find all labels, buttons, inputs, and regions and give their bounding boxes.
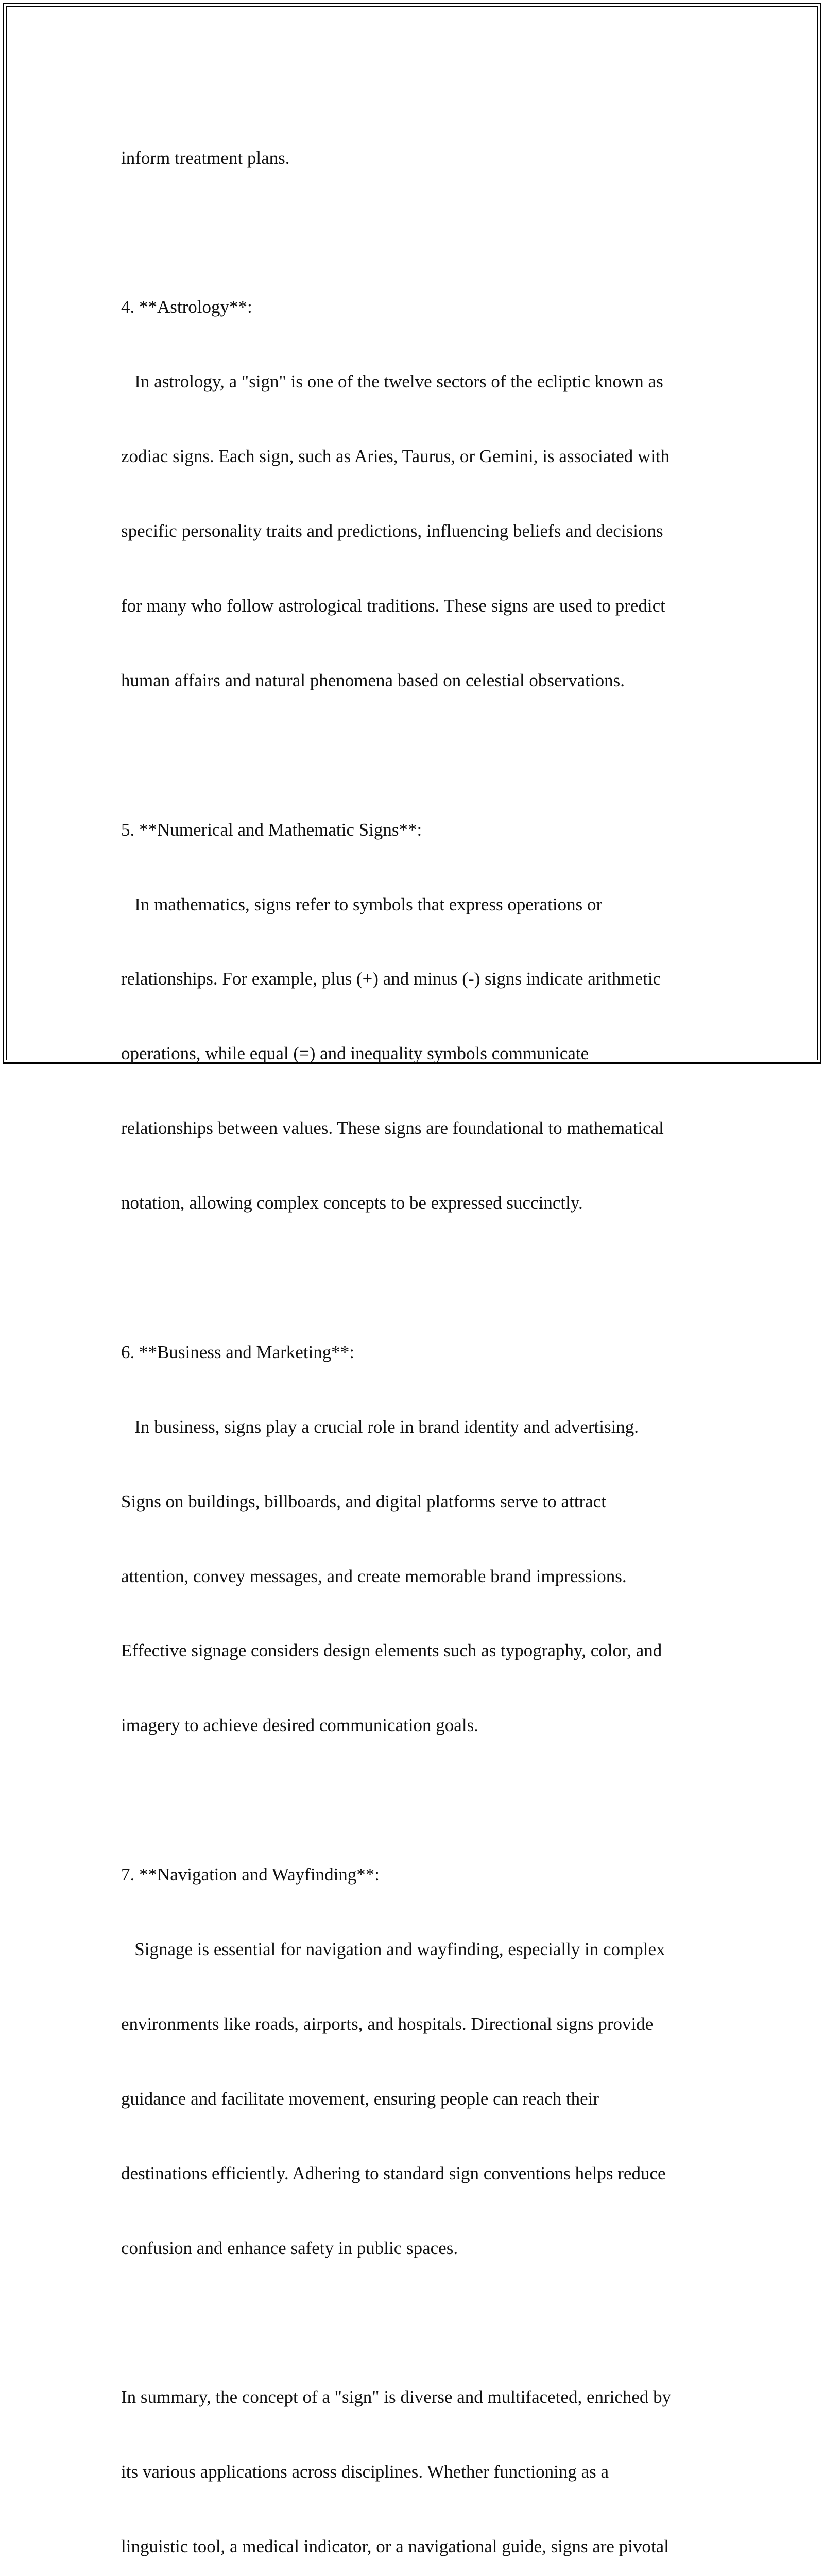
text-line: inform treatment plans.: [121, 147, 290, 168]
text-line: In business, signs play a crucial role in brand identity and advertising.: [121, 1416, 639, 1437]
section-heading-navigation-wayfinding: 7. **Navigation and Wayfinding**:: [121, 1865, 380, 1885]
section-heading-astrology: 4. **Astrology**:: [121, 297, 252, 317]
summary-line: its various applications across disciplines. Whether functioning as a: [121, 2462, 609, 2482]
blank-line: [121, 1788, 729, 1812]
blank-line: [121, 743, 729, 768]
text-line: zodiac signs. Each sign, such as Aries, Taurus, or Gemini, is associated with: [121, 446, 670, 467]
text-line: In mathematics, signs refer to symbols that express operations or: [121, 894, 603, 914]
section-heading-business-marketing: 6. **Business and Marketing**:: [121, 1342, 355, 1362]
text-line: imagery to achieve desired communication goals.: [121, 1715, 478, 1736]
section-heading-mathematic-signs: 5. **Numerical and Mathematic Signs**:: [121, 819, 422, 840]
text-line: relationships between values. These signs are foundational to mathematical: [121, 1118, 664, 1139]
text-line: destinations efficiently. Adhering to standard sign conventions helps reduce: [121, 2163, 666, 2183]
summary-line: In summary, the concept of a "sign" is diverse and multifaceted, enriched by: [121, 2387, 672, 2408]
text-line: human affairs and natural phenomena based on celestial observations.: [121, 670, 625, 690]
text-line: attention, convey messages, and create memorable brand impressions.: [121, 1566, 627, 1586]
document-body: [121, 96, 729, 2576]
text-line: notation, allowing complex concepts to be expressed succinctly.: [121, 1193, 583, 1213]
blank-line: [121, 220, 729, 245]
text-line: Signage is essential for navigation and wayfinding, especially in complex: [121, 1939, 665, 1959]
text-line: relationships. For example, plus (+) and minus (-) signs indicate arithmetic: [121, 969, 661, 989]
text-line: confusion and enhance safety in public spaces.: [121, 2238, 458, 2258]
text-line: specific personality traits and predictions, influencing beliefs and decisions: [121, 521, 663, 541]
summary-line: linguistic tool, a medical indicator, or a navigational guide, signs are pivotal: [121, 2536, 669, 2557]
text-line: In astrology, a "sign" is one of the twelve sectors of the ecliptic known as: [121, 371, 663, 392]
text-line: Signs on buildings, billboards, and digital platforms serve to attract: [121, 1491, 606, 1512]
blank-line: [121, 1265, 729, 1290]
text-line: guidance and facilitate movement, ensuring people can reach their: [121, 2088, 599, 2109]
text-line: Effective signage considers design elements such as typography, color, and: [121, 1640, 662, 1661]
text-line: environments like roads, airports, and hospitals. Directional signs provide: [121, 2013, 654, 2034]
text-line: for many who follow astrological traditions. These signs are used to predict: [121, 595, 665, 616]
text-line: operations, while equal (=) and inequality symbols communicate: [121, 1043, 589, 1064]
blank-line: [121, 2310, 729, 2335]
